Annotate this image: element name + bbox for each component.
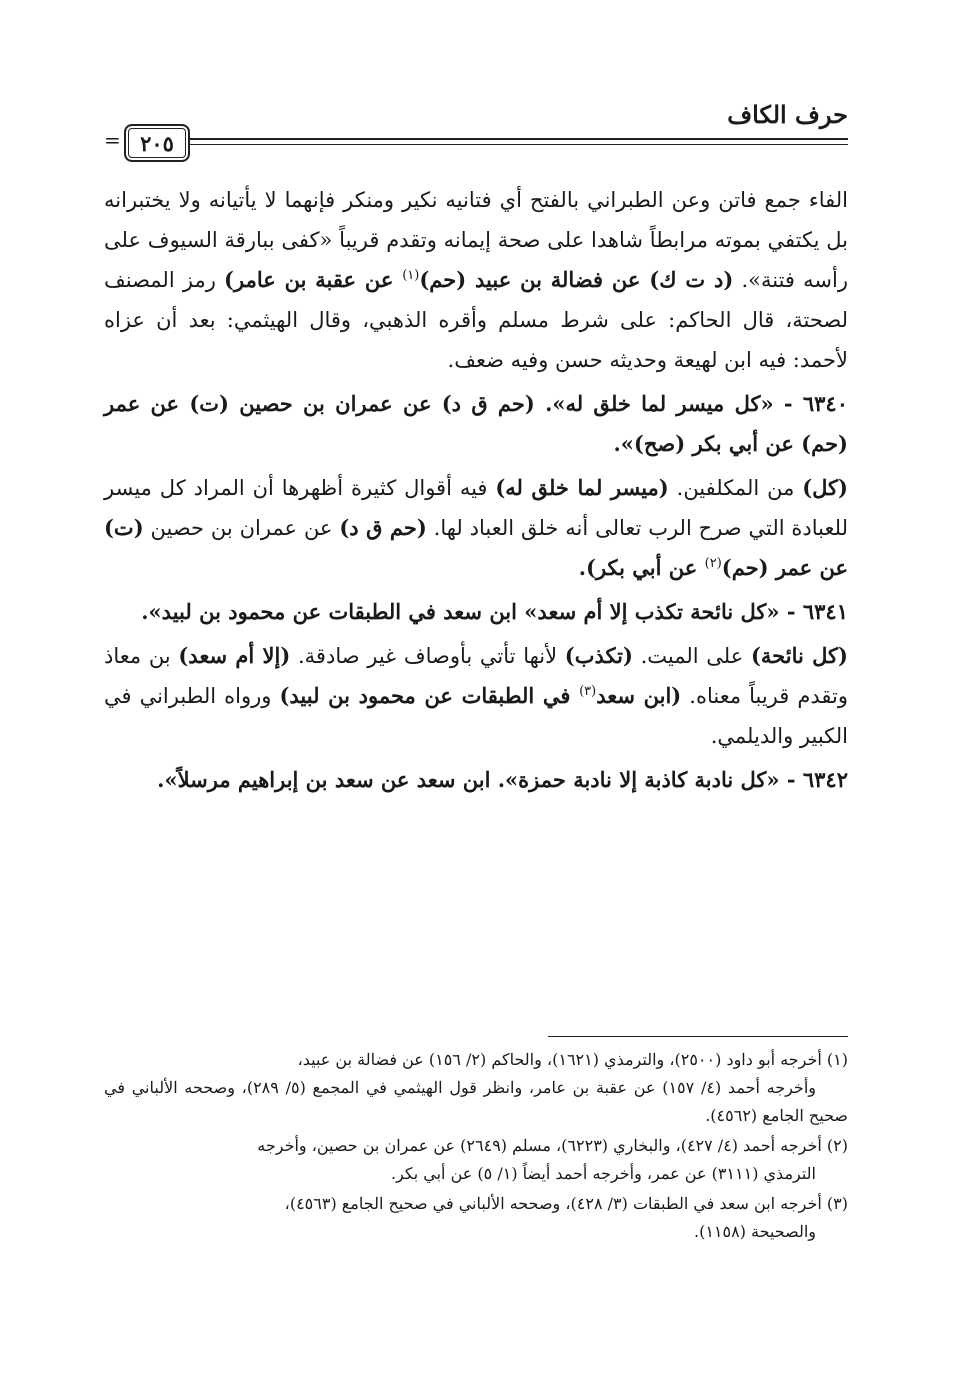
source-ref: (ابن سعد <box>596 683 682 708</box>
quoted-term: (تكذب) <box>564 643 633 668</box>
header-ornament: = <box>104 128 121 152</box>
source-ref: في الطبقات عن محمود بن لبيد) <box>279 683 580 708</box>
text-run: فيه أقوال كثيرة أظهرها أن المراد كل ميسر للعبادة التي صرح الرب تعالى أنه خلق العباد لها. <box>104 476 848 540</box>
header-rule-thick <box>190 138 848 140</box>
footnote-line: (٣) أخرجه ابن سعد في الطبقات (٣/ ٤٢٨)، وصححه الألباني في صحيح الجامع (٤٥٦٣)، <box>284 1194 848 1213</box>
source-ref: عن أبي بكر). <box>578 555 705 580</box>
text-run: رمز المصنف لصحتة، قال الحاكم: على شرط مسلم وأقره الذهبي، وقال الهيثمي: بعد أن عزاه لأحمد: فيه ابن لهيعة وحديثه حسن وفيه ضعف. <box>104 268 848 372</box>
footnote-ref: (٣) <box>579 684 597 699</box>
text-run: من المكلفين. <box>668 476 803 500</box>
page-body <box>104 180 848 804</box>
text-run: عن عمران بن حصين <box>143 516 340 540</box>
paragraph-commentary-1 <box>104 180 848 380</box>
text-run: لأنها تأتي بأوصاف غير صادقة. <box>290 644 565 668</box>
source-ref: (د ت ك) عن فضالة بن عبيد (حم) <box>419 267 734 292</box>
text-run: الفاء جمع فاتن وعن الطبراني بالفتح أي فتانيه نكير ومنكر فإنهما لا يأتيانه ولا يختبرانه بل يكتفي بموته مرابطاً شاهدا على صحة إيمانه وتقدم قريباً «كفى ببارقة السيوف على رأسه فتنة». <box>104 188 848 292</box>
header-rule-thin <box>190 144 848 145</box>
text-run: بن معاذ وتقدم قريباً معناه. <box>104 644 848 708</box>
footnotes <box>104 1046 848 1248</box>
hadith-6340: ٦٣٤٠ - «كل ميسر لما خلق له». (حم ق د) عن عمران بن حصين (ت) عن عمر (حم) عن أبي بكر (صح)». <box>104 391 848 456</box>
footnote-2 <box>104 1132 848 1188</box>
footnote-line: الترمذي (٣١١١) عن عمر، وأخرجه أحمد أيضاً (١/ ٥) عن أبي بكر. <box>390 1164 816 1183</box>
hadith-6342: ٦٣٤٢ - «كل نادبة كاذبة إلا نادبة حمزة». ابن سعد عن سعد بن إبراهيم مرسلاً». <box>157 767 848 792</box>
footnote-line: والصحيحة (١١٥٨). <box>693 1222 816 1241</box>
source-ref: (ت) عن عمر (حم) <box>104 515 848 580</box>
footnote-ref: (١) <box>402 268 420 283</box>
footnote-ref: (٢) <box>704 556 722 571</box>
footnote-1 <box>104 1046 848 1130</box>
footnote-line: وأخرجه أحمد (٤/ ١٥٧) عن عقبة بن عامر، وانظر قول الهيثمي في المجمع (٥/ ٢٨٩)، وصححه الألباني في صحيح الجامع (٤٥٦٢). <box>104 1078 848 1125</box>
paragraph-commentary-2 <box>104 468 848 588</box>
quoted-term: (كل) <box>802 475 848 500</box>
page-number: ٢٠٥ <box>124 124 190 162</box>
chapter-title: حرف الكاف <box>727 100 848 129</box>
footnote-separator <box>548 1036 848 1037</box>
source-ref: عن عقبة بن عامر) <box>224 267 403 292</box>
quoted-term: (إلا أم سعد) <box>178 643 291 668</box>
text-run: على الميت. <box>632 644 751 668</box>
quoted-term: (كل نائحة) <box>750 643 848 668</box>
text-run: ورواه الطبراني في الكبير والديلمي. <box>104 684 848 748</box>
quoted-term: (ميسر لما خلق له) <box>495 475 669 500</box>
page-header <box>104 100 848 160</box>
source-ref: (حم ق د) <box>339 515 427 540</box>
footnote-line: (٢) أخرجه أحمد (٤/ ٤٢٧)، والبخاري (٦٢٢٣)، مسلم (٢٦٤٩) عن عمران بن حصين، وأخرجه <box>257 1136 848 1155</box>
footnote-3 <box>104 1190 848 1246</box>
hadith-6341: ٦٣٤١ - «كل نائحة تكذب إلا أم سعد» ابن سعد في الطبقات عن محمود بن لبيد». <box>141 599 848 624</box>
footnote-line: (١) أخرجه أبو داود (٢٥٠٠)، والترمذي (١٦٢١)، والحاكم (٢/ ١٥٦) عن فضالة بن عبيد، <box>297 1050 848 1069</box>
paragraph-commentary-3 <box>104 636 848 756</box>
